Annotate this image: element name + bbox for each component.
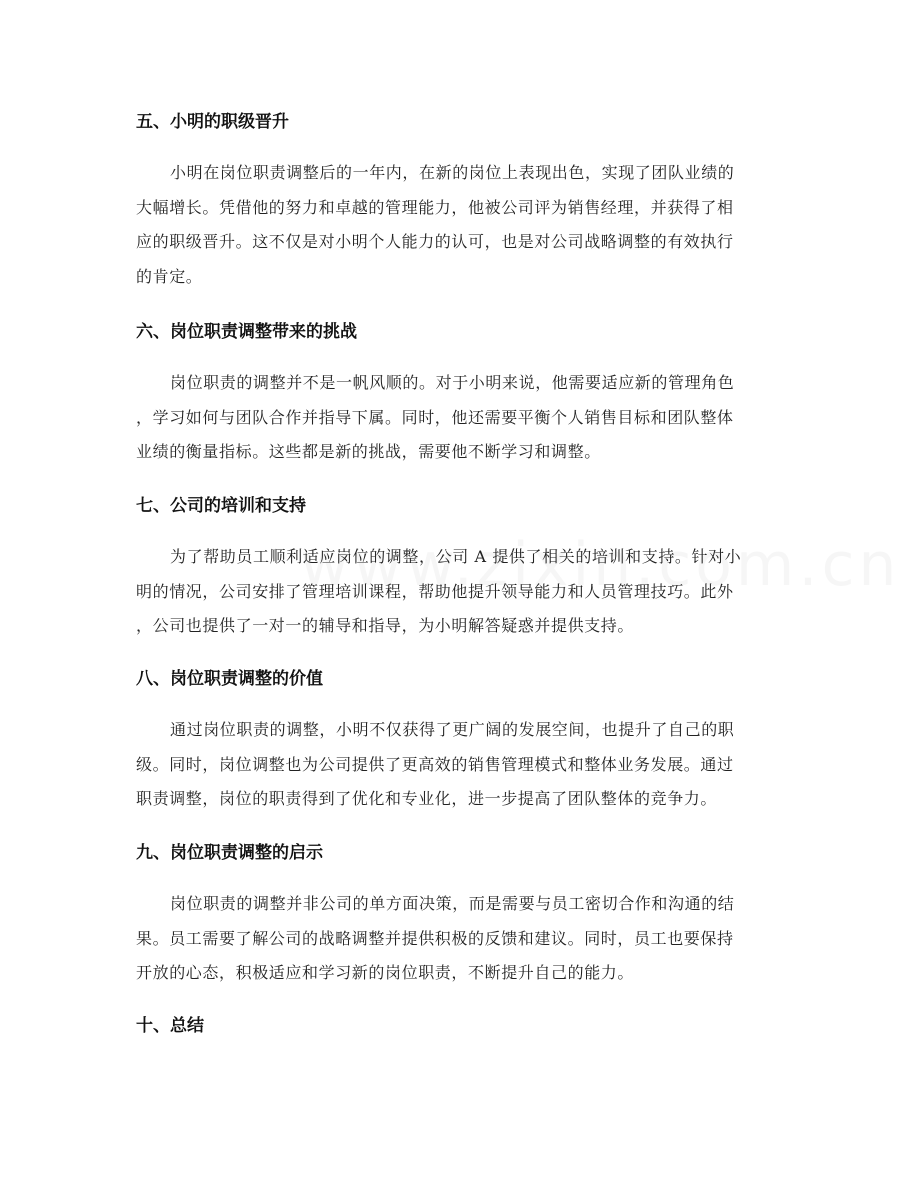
- paragraph-line: ，公司也提供了一对一的辅导和指导，为小明解答疑惑并提供支持。: [136, 616, 635, 635]
- paragraph-line: 大幅增长。凭借他的努力和卓越的管理能力，他被公司评为销售经理，并获得了相: [136, 197, 734, 217]
- paragraph-line: ，学习如何与团队合作并指导下属。同时，他还需要平衡个人销售目标和团队整体: [136, 407, 734, 427]
- paragraph-line: 小明在岗位职责调整后的一年内，在新的岗位上表现出色，实现了团队业绩的: [170, 163, 735, 182]
- section-heading-10: 十、总结: [136, 1016, 204, 1036]
- section-paragraph-7: [136, 540, 784, 644]
- paragraph-line: 的肯定。: [136, 266, 203, 286]
- paragraph-line: 职责调整，岗位的职责得到了优化和专业化，进一步提高了团队整体的竞争力。: [136, 789, 718, 808]
- section-heading-5: 五、小明的职级晋升: [136, 112, 289, 132]
- paragraph-line: 为了帮助员工顺利适应岗位的调整，公司 A 提供了相关的培训和支持。针对小: [170, 547, 742, 566]
- paragraph-line: 级。同时，岗位调整也为公司提供了更高效的销售管理模式和整体业务发展。通过: [136, 754, 734, 774]
- paragraph-line: 业绩的衡量指标。这些都是新的挑战，需要他不断学习和调整。: [136, 442, 601, 461]
- section-heading-8: 八、岗位职责调整的价值: [136, 669, 323, 689]
- section-heading-6: 六、岗位职责调整带来的挑战: [136, 322, 357, 342]
- section-paragraph-5: [136, 156, 784, 294]
- section-paragraph-6: [136, 366, 784, 470]
- paragraph-line: 岗位职责的调整并不是一帆风顺的。对于小明来说，他需要适应新的管理角色: [170, 373, 735, 392]
- paragraph-line: 岗位职责的调整并非公司的单方面决策，而是需要与员工密切合作和沟通的结: [170, 894, 735, 913]
- paragraph-line: 明的情况，公司安排了管理培训课程，帮助他提升领导能力和人员管理技巧。此外: [136, 581, 734, 601]
- section-paragraph-8: [136, 713, 784, 817]
- paragraph-line: 开放的心态，积极适应和学习新的岗位职责，不断提升自己的能力。: [136, 963, 635, 982]
- section-paragraph-9: [136, 887, 784, 991]
- section-heading-9: 九、岗位职责调整的启示: [136, 843, 323, 863]
- paragraph-line: 通过岗位职责的调整，小明不仅获得了更广阔的发展空间，也提升了自己的职: [170, 720, 735, 739]
- paragraph-line: 果。员工需要了解公司的战略调整并提供积极的反馈和建议。同时，员工也要保持: [136, 928, 734, 948]
- section-heading-7: 七、公司的培训和支持: [136, 496, 306, 516]
- paragraph-line: 应的职级晋升。这不仅是对小明个人能力的认可，也是对公司战略调整的有效执行: [136, 232, 734, 251]
